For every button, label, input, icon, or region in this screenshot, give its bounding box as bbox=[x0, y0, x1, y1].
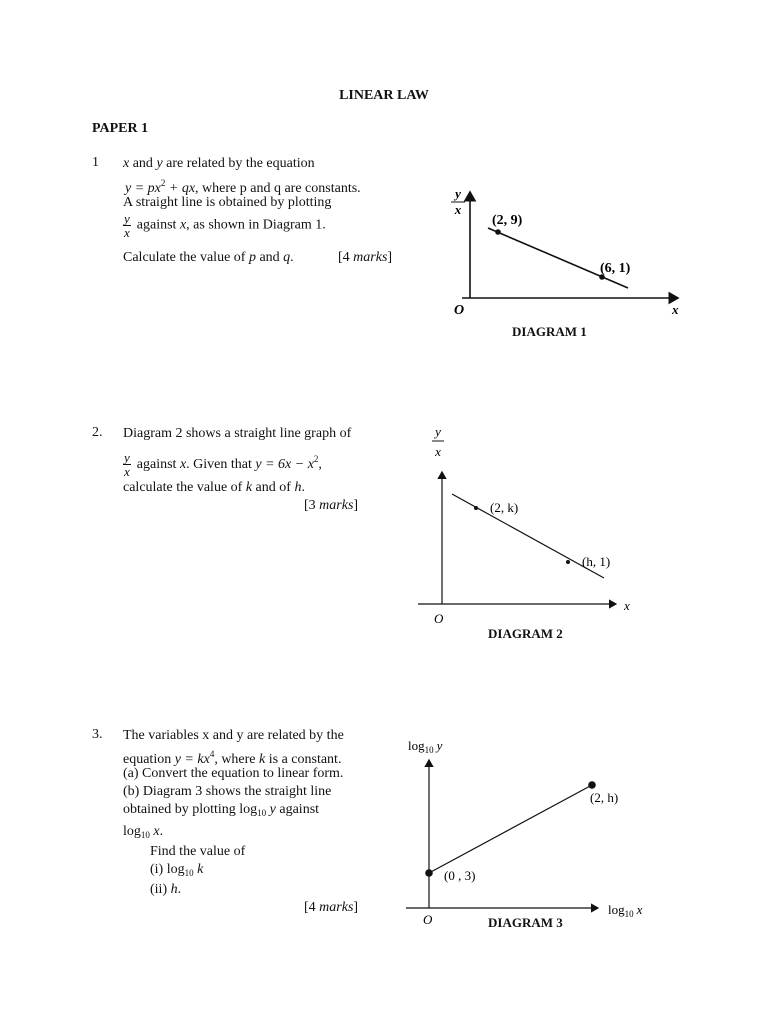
q3-line-6: $\log_{10} x$. bbox=[123, 824, 164, 840]
q1-line-3: A straight line is obtained by plotting bbox=[123, 195, 332, 210]
q3-line-8: (i) $\log_{10} k$ bbox=[150, 862, 204, 878]
q1-line-5: Calculate the value of p and q. bbox=[123, 250, 294, 265]
d1-point-2-label: (6, 1) bbox=[600, 261, 631, 276]
q1-line-4: $\frac{y}{x}$ against x, as shown in Diagram 1. bbox=[124, 211, 326, 240]
diagram-2-caption: DIAGRAM 2 bbox=[488, 626, 563, 641]
q3-line-2: equation $y = kx^4$, where k is a constant. bbox=[123, 749, 342, 767]
q2-line-2: $\frac{y}{x}$ against x. Given that $y = 6x - x^2$, bbox=[124, 450, 322, 480]
d1-point-1 bbox=[495, 229, 501, 235]
d2-point-1 bbox=[474, 506, 478, 510]
q1-marks: [4 marks] bbox=[338, 250, 393, 265]
d1-y-label-den: x bbox=[454, 202, 462, 217]
q3-line-9: (ii) h. bbox=[150, 882, 182, 897]
d2-origin: O bbox=[434, 611, 444, 626]
q1-line-1: x and y are related by the equation bbox=[123, 156, 315, 171]
section-heading: PAPER 1 bbox=[92, 121, 149, 136]
d3-point-1-label: (0 , 3) bbox=[444, 868, 476, 883]
d2-point-1-label: (2, k) bbox=[490, 500, 519, 515]
q3-line-7: Find the value of bbox=[150, 844, 246, 859]
question-3-number: 3. bbox=[92, 727, 103, 742]
diagram-3-caption: DIAGRAM 3 bbox=[488, 915, 563, 930]
d1-y-label-num: y bbox=[455, 186, 461, 201]
d2-y-label-den: x bbox=[435, 444, 441, 459]
d2-x-label: x bbox=[624, 598, 630, 613]
q3-line-3: (a) Convert the equation to linear form. bbox=[123, 766, 344, 781]
question-2-number: 2. bbox=[92, 425, 103, 440]
d3-x-label: $\log_{10} x$ bbox=[608, 902, 643, 919]
diagram-1-caption: DIAGRAM 1 bbox=[512, 324, 587, 339]
d1-point-1-label: (2, 9) bbox=[492, 213, 523, 228]
d3-point-1 bbox=[425, 869, 433, 877]
q3-marks: [4 marks] bbox=[304, 900, 359, 915]
q1-equation-line: $y = px^2$ + qx, where p and q are constants. bbox=[125, 178, 361, 196]
d1-origin: O bbox=[454, 303, 465, 318]
q1-fraction: $\frac{y}{x}$ bbox=[124, 211, 130, 240]
d3-point-2 bbox=[588, 781, 596, 789]
document-title: LINEAR LAW bbox=[339, 88, 429, 103]
d1-x-label: x bbox=[672, 302, 679, 317]
d3-point-2-label: (2, h) bbox=[590, 790, 619, 805]
q2-line-1: Diagram 2 shows a straight line graph of bbox=[123, 426, 352, 441]
d3-line bbox=[429, 785, 592, 873]
q2-fraction: $\frac{y}{x}$ bbox=[124, 450, 130, 480]
d2-point-2-label: (h, 1) bbox=[582, 554, 611, 569]
diagram-2 bbox=[410, 420, 650, 630]
q2-line-3: calculate the value of k and of h. bbox=[123, 480, 305, 495]
d3-origin: O bbox=[423, 912, 433, 927]
question-1-number: 1 bbox=[92, 155, 99, 170]
q3-line-5: obtained by plotting $\log_{10} y$ against bbox=[123, 802, 320, 818]
diagram-1 bbox=[440, 180, 690, 340]
q3-line-1: The variables x and y are related by the bbox=[123, 728, 344, 743]
d3-y-label: $\log_{10} y$ bbox=[408, 738, 443, 755]
d1-line bbox=[488, 228, 628, 288]
d2-point-2 bbox=[566, 560, 570, 564]
q2-marks: [3 marks] bbox=[304, 498, 359, 513]
q3-line-4: (b) Diagram 3 shows the straight line bbox=[123, 784, 332, 799]
diagram-3 bbox=[400, 730, 670, 930]
d2-y-label-num: y bbox=[435, 424, 441, 439]
